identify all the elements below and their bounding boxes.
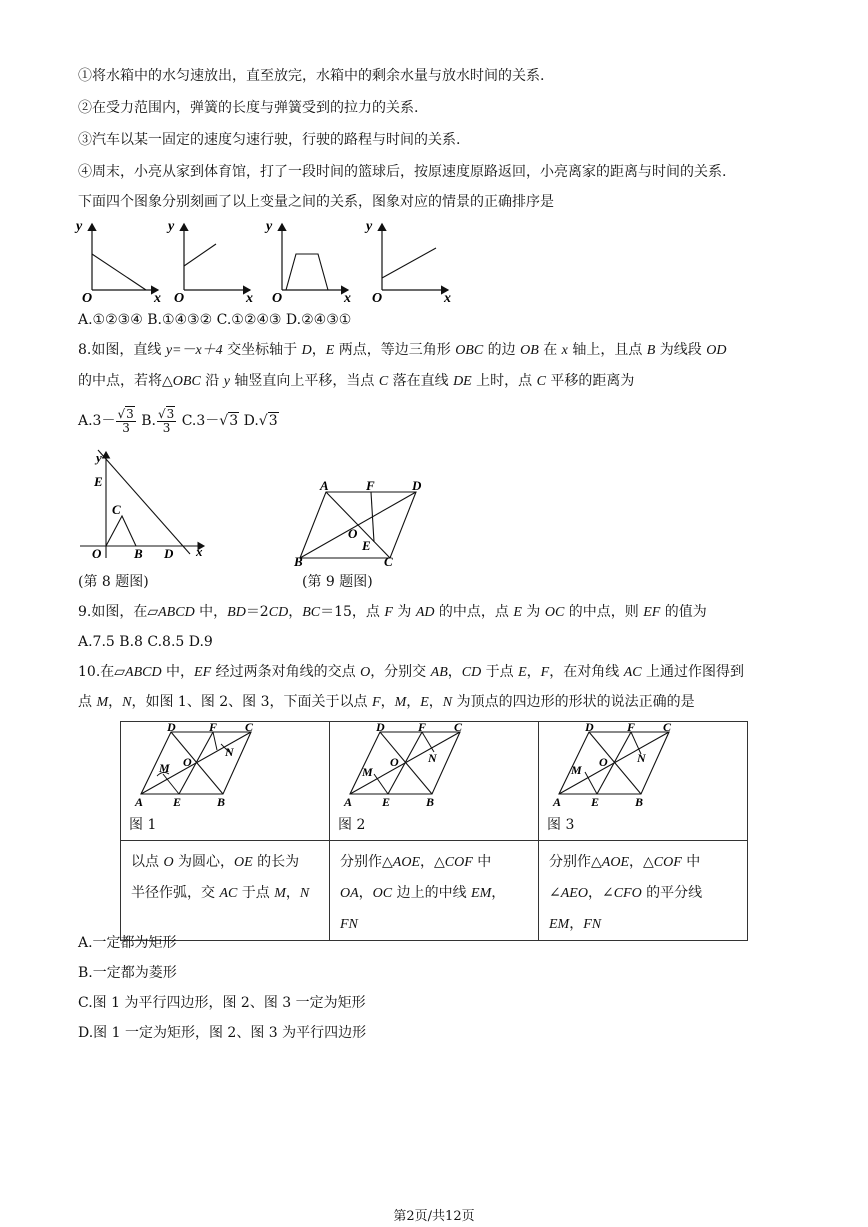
question-9-options: A.7.5 B.8 C.8.5 D.9	[78, 634, 213, 650]
page-footer: 第2页/共12页	[393, 1209, 475, 1224]
graph-2-y-label: y	[168, 219, 175, 234]
q7-graphs	[74, 214, 474, 304]
q10-f2-label-f: F	[418, 722, 427, 734]
graph-1-origin: O	[82, 291, 93, 304]
q8-label-y: y	[96, 450, 102, 465]
q10-figure-table	[120, 721, 748, 941]
q8-figure	[76, 446, 216, 564]
graph-4-x-label: x	[444, 291, 451, 304]
statement-3: ③汽车以某一固定的速度匀速行驶，行驶的路程与时间的关系.	[78, 132, 461, 148]
q10-f1-label-c: C	[245, 722, 254, 734]
q10-f1-label-f: F	[209, 722, 218, 734]
graph-3-x-label: x	[344, 291, 351, 304]
statement-1: ①将水箱中的水匀速放出，直至放完，水箱中的剩余水量与放水时间的关系.	[78, 68, 545, 84]
q8-label-x: x	[196, 544, 203, 559]
q10-desc-1: 以点 O 为圆心，OE 的长为 半径作弧，交 AC 于点 M，N	[121, 841, 330, 941]
question-9-text: 9.如图，在▱ABCD 中，BD＝2CD，BC＝15，点 F 为 AD 的中点，点 E 为 OC 的中点，则 EF 的值为	[78, 604, 707, 620]
graph-1-x-label: x	[154, 291, 161, 304]
q10-f3-label-d: D	[585, 722, 594, 734]
question-7-options: A.①②③④ B.①④③② C.①②④③ D.②④③①	[78, 312, 352, 328]
q10-f1-label-o: O	[183, 755, 192, 769]
question-10-line-1: 10.在▱ABCD 中，EF 经过两条对角线的交点 O，分别交 AB，CD 于点 E，F，在对角线 AC 上通过作图得到	[78, 664, 745, 680]
q10-desc-2: 分别作△AOE，△COF 中 OA，OC 边上的中线 EM， FN	[330, 841, 539, 941]
graph-2-origin: O	[174, 291, 185, 304]
q9-label-c: C	[384, 554, 393, 566]
graph-2	[166, 219, 253, 304]
q10-fig-2-cell	[330, 722, 539, 841]
q9-label-d: D	[412, 480, 422, 493]
graph-4	[364, 219, 451, 304]
graph-1	[74, 219, 161, 304]
q9-label-e: E	[362, 538, 371, 553]
q8-label-e: E	[94, 474, 103, 489]
q10-f2-label-b: B	[426, 795, 435, 808]
q10-option-d: D.图 1 一定为矩形，图 2、图 3 为平行四边形	[78, 1025, 367, 1041]
q10-option-b: B.一定都为菱形	[78, 965, 177, 981]
question-8-line-2: 的中点，若将△OBC 沿 y 轴竖直向上平移，当点 C 落在直线 DE 上时，点 C 平移的距离为	[78, 373, 635, 389]
q10-fig-1	[127, 722, 257, 808]
statement-2: ②在受力范围内，弹簧的长度与弹簧受到的拉力的关系.	[78, 100, 419, 116]
graph-3	[264, 219, 351, 304]
q10-f1-label-n: N	[225, 745, 234, 759]
q10-f1-label-e: E	[173, 795, 182, 808]
q8-label-b: B	[134, 546, 143, 561]
q10-f2-label-m: M	[362, 765, 373, 779]
q10-f2-label-c: C	[454, 722, 463, 734]
q10-option-a: A.一定都为矩形	[78, 935, 177, 951]
q9-label-o: O	[348, 526, 358, 541]
q10-f1-label-m: M	[159, 761, 170, 775]
fraction-a: $\frac{√3}{3}$	[117, 406, 134, 435]
q9-label-b: B	[294, 554, 303, 566]
q10-f3-label-a: A	[553, 795, 562, 808]
q9-label-a: A	[320, 480, 329, 493]
q10-f1-label-b: B	[217, 795, 226, 808]
graph-1-y-label: y	[76, 219, 83, 234]
q10-f2-label-n: N	[428, 751, 437, 765]
q10-f3-label-o: O	[599, 755, 608, 769]
q10-f3-label-c: C	[663, 722, 672, 734]
q10-f2-label-d: D	[376, 722, 385, 734]
q10-f2-label-o: O	[390, 755, 399, 769]
graph-2-x-label: x	[246, 291, 253, 304]
q8-label-d: D	[164, 546, 174, 561]
statement-4: ④周末，小亮从家到体育馆，打了一段时间的篮球后，按原速度原路返回，小亮离家的距离与时间的关系.	[78, 164, 727, 180]
q8-label-o: O	[92, 546, 102, 561]
question-10-line-2: 点 M，N，如图 1、图 2、图 3，下面关于以点 F，M，E，N 为顶点的四边形的形状的说法正确的是	[78, 694, 695, 710]
q10-f3-label-f: F	[627, 722, 636, 734]
graph-4-origin: O	[372, 291, 383, 304]
q10-f1-label-d: D	[167, 722, 176, 734]
q10-f2-label-a: A	[344, 795, 353, 808]
q10-option-c: C.图 1 为平行四边形，图 2、图 3 一定为矩形	[78, 995, 366, 1011]
q10-caption-2: 图 2	[338, 817, 366, 833]
graph-3-origin: O	[272, 291, 283, 304]
q10-f3-label-n: N	[637, 751, 646, 765]
q9-figure	[290, 480, 430, 566]
q10-fig-2	[336, 722, 466, 808]
fraction-b: $\frac{√3}{3}$	[157, 406, 175, 435]
question-8-line-1: 8.如图，直线 y=－x＋4 交坐标轴于 D，E 两点，等边三角形 OBC 的边 OB 在 x 轴上，且点 B 为线段 OD	[78, 342, 727, 358]
q10-desc-3: 分别作△AOE，△COF 中 ∠AEO，∠CFO 的平分线 EM，FN	[539, 841, 748, 941]
q10-fig-1-cell	[121, 722, 330, 841]
q10-fig-3	[545, 722, 675, 808]
question-7-prompt: 下面四个图象分别刻画了以上变量之间的关系，图象对应的情景的正确排序是	[78, 194, 554, 210]
q8-caption: (第 8 题图)	[78, 574, 149, 590]
q10-f3-label-e: E	[591, 795, 600, 808]
q10-fig-3-cell	[539, 722, 748, 841]
q10-caption-3: 图 3	[547, 817, 575, 833]
q9-caption: (第 9 题图)	[302, 574, 373, 590]
q10-f1-label-a: A	[135, 795, 144, 808]
q10-caption-1: 图 1	[129, 817, 157, 833]
graph-3-y-label: y	[266, 219, 273, 234]
graph-4-y-label: y	[366, 219, 373, 234]
question-8-options: A.3－ $\frac{√3}{3}$ B. $\frac{√3}{3}$ C.3－√3 D.√3	[78, 406, 278, 435]
q10-f2-label-e: E	[382, 795, 391, 808]
q10-f3-label-b: B	[635, 795, 644, 808]
q9-label-f: F	[366, 480, 375, 493]
q10-f3-label-m: M	[571, 763, 582, 777]
q8-label-c: C	[112, 502, 121, 517]
